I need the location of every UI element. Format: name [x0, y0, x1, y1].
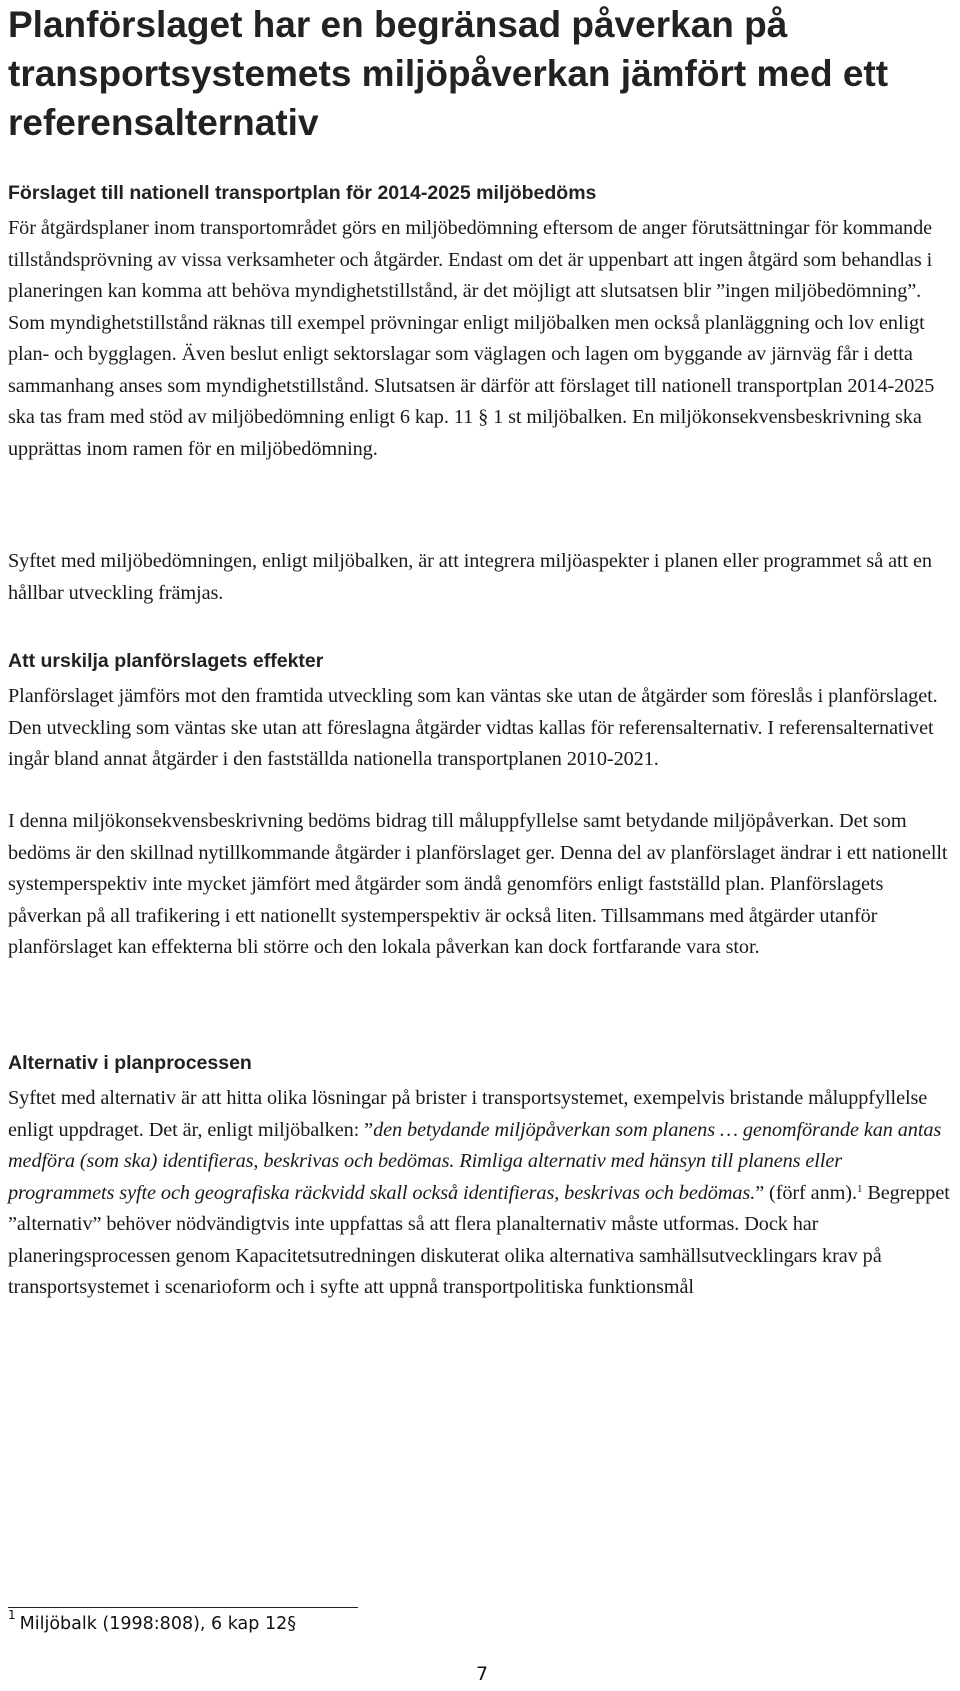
- section-heading-alternativ: Alternativ i planprocessen: [8, 1052, 252, 1074]
- paragraph-sans-part: För åtgärdsplaner inom transportområdet görs en miljöbedömning eftersom de anger förutsättningar för kommande tillståndsprövning av vissa verksamheter och åtgärder.: [8, 217, 933, 271]
- footnote-divider: [8, 1607, 358, 1608]
- section-heading-miljobedoms: Förslaget till nationell transportplan för 2014-2025 miljöbedöms: [8, 182, 597, 204]
- footnote-reference[interactable]: 1: [856, 1182, 863, 1195]
- page-number: 7: [476, 1663, 489, 1685]
- footnote: [8, 1608, 296, 1636]
- paragraph-alternativ-after-quote: ” (förf anm).: [755, 1181, 857, 1204]
- page-title: Planförslaget har en begränsad påverkan på transportsystemets miljöpåverkan jämfört med ett referensalternativ: [8, 4, 889, 143]
- paragraph-alternativ: [8, 1083, 952, 1304]
- paragraph-referensalternativ: Planförslaget jämförs mot den framtida utveckling som kan väntas ske utan de åtgärder som föreslås i planförslaget. Den utveckling som väntas ske utan att föreslagna åtgärder vidtas kallas för referensalternativ. I referensalternativet ingår bland annat åtgärder i den fastställda nationella transportplanen 2010-2021.: [8, 685, 938, 770]
- paragraph-alternativ-end: Begreppet ”alternativ” behöver nödvändigtvis inte uppfattas så att flera planalternativ måste utformas. Dock har planeringsprocessen genom Kapacitetsutredningen diskuterat olika alternativa samhällsutvecklingars krav på transportsystemet i scenarioform och i syfte att uppnå transportpolitiska funktionsmål: [8, 1181, 950, 1298]
- paragraph-alternativ-start: Syftet med alternativ är att hitta olika lösningar på brister i transportsystemet, exempelvis bristande måluppfyllelse enligt uppdraget. Det är, enligt miljöbalken: ”: [8, 1087, 928, 1141]
- paragraph-maluppfyllelse: I denna miljökonsekvensbeskrivning bedöms bidrag till måluppfyllelse samt betydande miljöpåverkan. Det som bedöms är den skillnad nytillkommande åtgärder i planförslaget ger. Denna del av planförslaget ändrar i ett nationellt systemperspektiv inte mycket jämfört med åtgärder som ändå genomförs enligt fastställd plan. Planförslagets påverkan på all trafikering i ett nationellt systemperspektiv är också liten. Tillsammans med åtgärder utanför planförslaget kan effekterna bli större och den lokala påverkan kan dock fortfarande vara stor.: [8, 810, 948, 958]
- paragraph-syftet-miljobedomning: Syftet med miljöbedömningen, enligt miljöbalken, är att integrera miljöaspekter i planen eller programmet så att en hållbar utveckling främjas.: [8, 550, 932, 604]
- paragraph-serif-part: Endast om det är uppenbart att ingen åtgärd som behandlas i planeringen kan komma att behöva myndighetstillstånd, är det möjligt att slutsatsen blir ”ingen miljöbedömning”. Som myndighetstillstånd räknas till exempel prövningar enligt miljöbalken men också planläggning och lov enligt plan- och bygglagen. Även beslut enligt sektorslagar som väglagen och lagen om byggande av järnväg får i detta sammanhang anses som myndighetstillstånd. Slutsatsen är därför att förslaget till nationell transportplan 2014-2025 ska tas fram med stöd av miljöbedömning enligt 6 kap. 11 § 1 st miljöbalken. En miljökonsekvensbeskrivning ska upprättas inom ramen för en miljöbedömning.: [8, 248, 935, 460]
- footnote-mark: 1: [8, 1608, 16, 1622]
- paragraph-miljobedomning: [8, 213, 952, 465]
- quoted-miljobalken: den betydande miljöpåverkan som planens … genomförande kan antas medföra (som ska) identifieras, beskrivas och bedömas. Rimliga alternativ med hänsyn till planens eller programmets syfte och geografiska räckvidd skall också identifieras, beskrivas och bedömas.: [8, 1118, 942, 1204]
- section-heading-effekter: Att urskilja planförslagets effekter: [8, 650, 324, 672]
- footnote-text: Miljöbalk (1998:808), 6 kap 12§: [19, 1614, 296, 1634]
